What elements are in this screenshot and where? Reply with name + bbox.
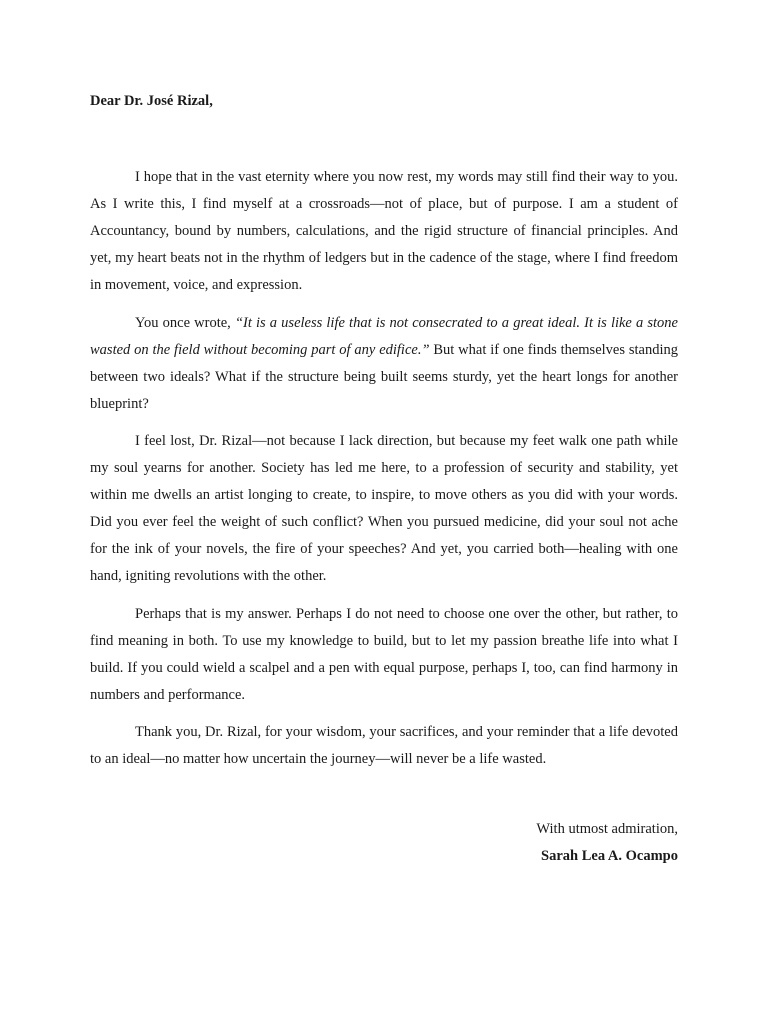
signature: Sarah Lea A. Ocampo <box>541 848 678 864</box>
closing-block <box>536 816 678 870</box>
paragraph-5: Thank you, Dr. Rizal, for your wisdom, your sacrifices, and your reminder that a life devoted to an ideal—no matter how uncertain the journey—will never be a life wasted. <box>90 724 678 767</box>
paragraph-2-intro: You once wrote, <box>135 314 235 331</box>
paragraph-1: I hope that in the vast eternity where you now rest, my words may still find their way to you. As I write this, I find myself at a crossroads—not of place, but of purpose. I am a student of Accountancy, bound by numbers, calculations, and the rigid structure of financial principles. And yet, my heart beats not in the rhythm of ledgers but in the cadence of the stage, where I find freedom in movement, voice, and expression. <box>90 169 678 293</box>
rizal-quote: “It is a useless life that is not consecrated to a great ideal. It is like a stone wasted on the field without becoming part of any edifice.” <box>90 314 678 358</box>
paragraph-4: Perhaps that is my answer. Perhaps I do not need to choose one over the other, but rather, to find meaning in both. To use my knowledge to build, but to let my passion breathe life into what I build. If you could wield a scalpel and a pen with equal purpose, perhaps I, too, can find harmony in numbers and performance. <box>90 605 678 703</box>
paragraph-2 <box>90 310 678 418</box>
valediction: With utmost admiration, <box>536 821 678 837</box>
paragraph-3: I feel lost, Dr. Rizal—not because I lack direction, but because my feet walk one path while my soul yearns for another. Society has led me here, to a profession of security and stability, yet within me dwells an artist longing to create, to inspire, to move others as you did with your words. Did you ever feel the weight of such conflict? When you pursued medicine, did your soul not ache for the ink of your novels, the fire of your speeches? And yet, you carried both—healing with one hand, igniting revolutions with the other. <box>90 433 678 584</box>
paragraph-2-rest: But what if one finds themselves standing between two ideals? What if the structure being built seems sturdy, yet the heart longs for another blueprint? <box>90 341 678 412</box>
letter-body <box>90 164 678 784</box>
salutation: Dear Dr. José Rizal, <box>90 93 213 109</box>
